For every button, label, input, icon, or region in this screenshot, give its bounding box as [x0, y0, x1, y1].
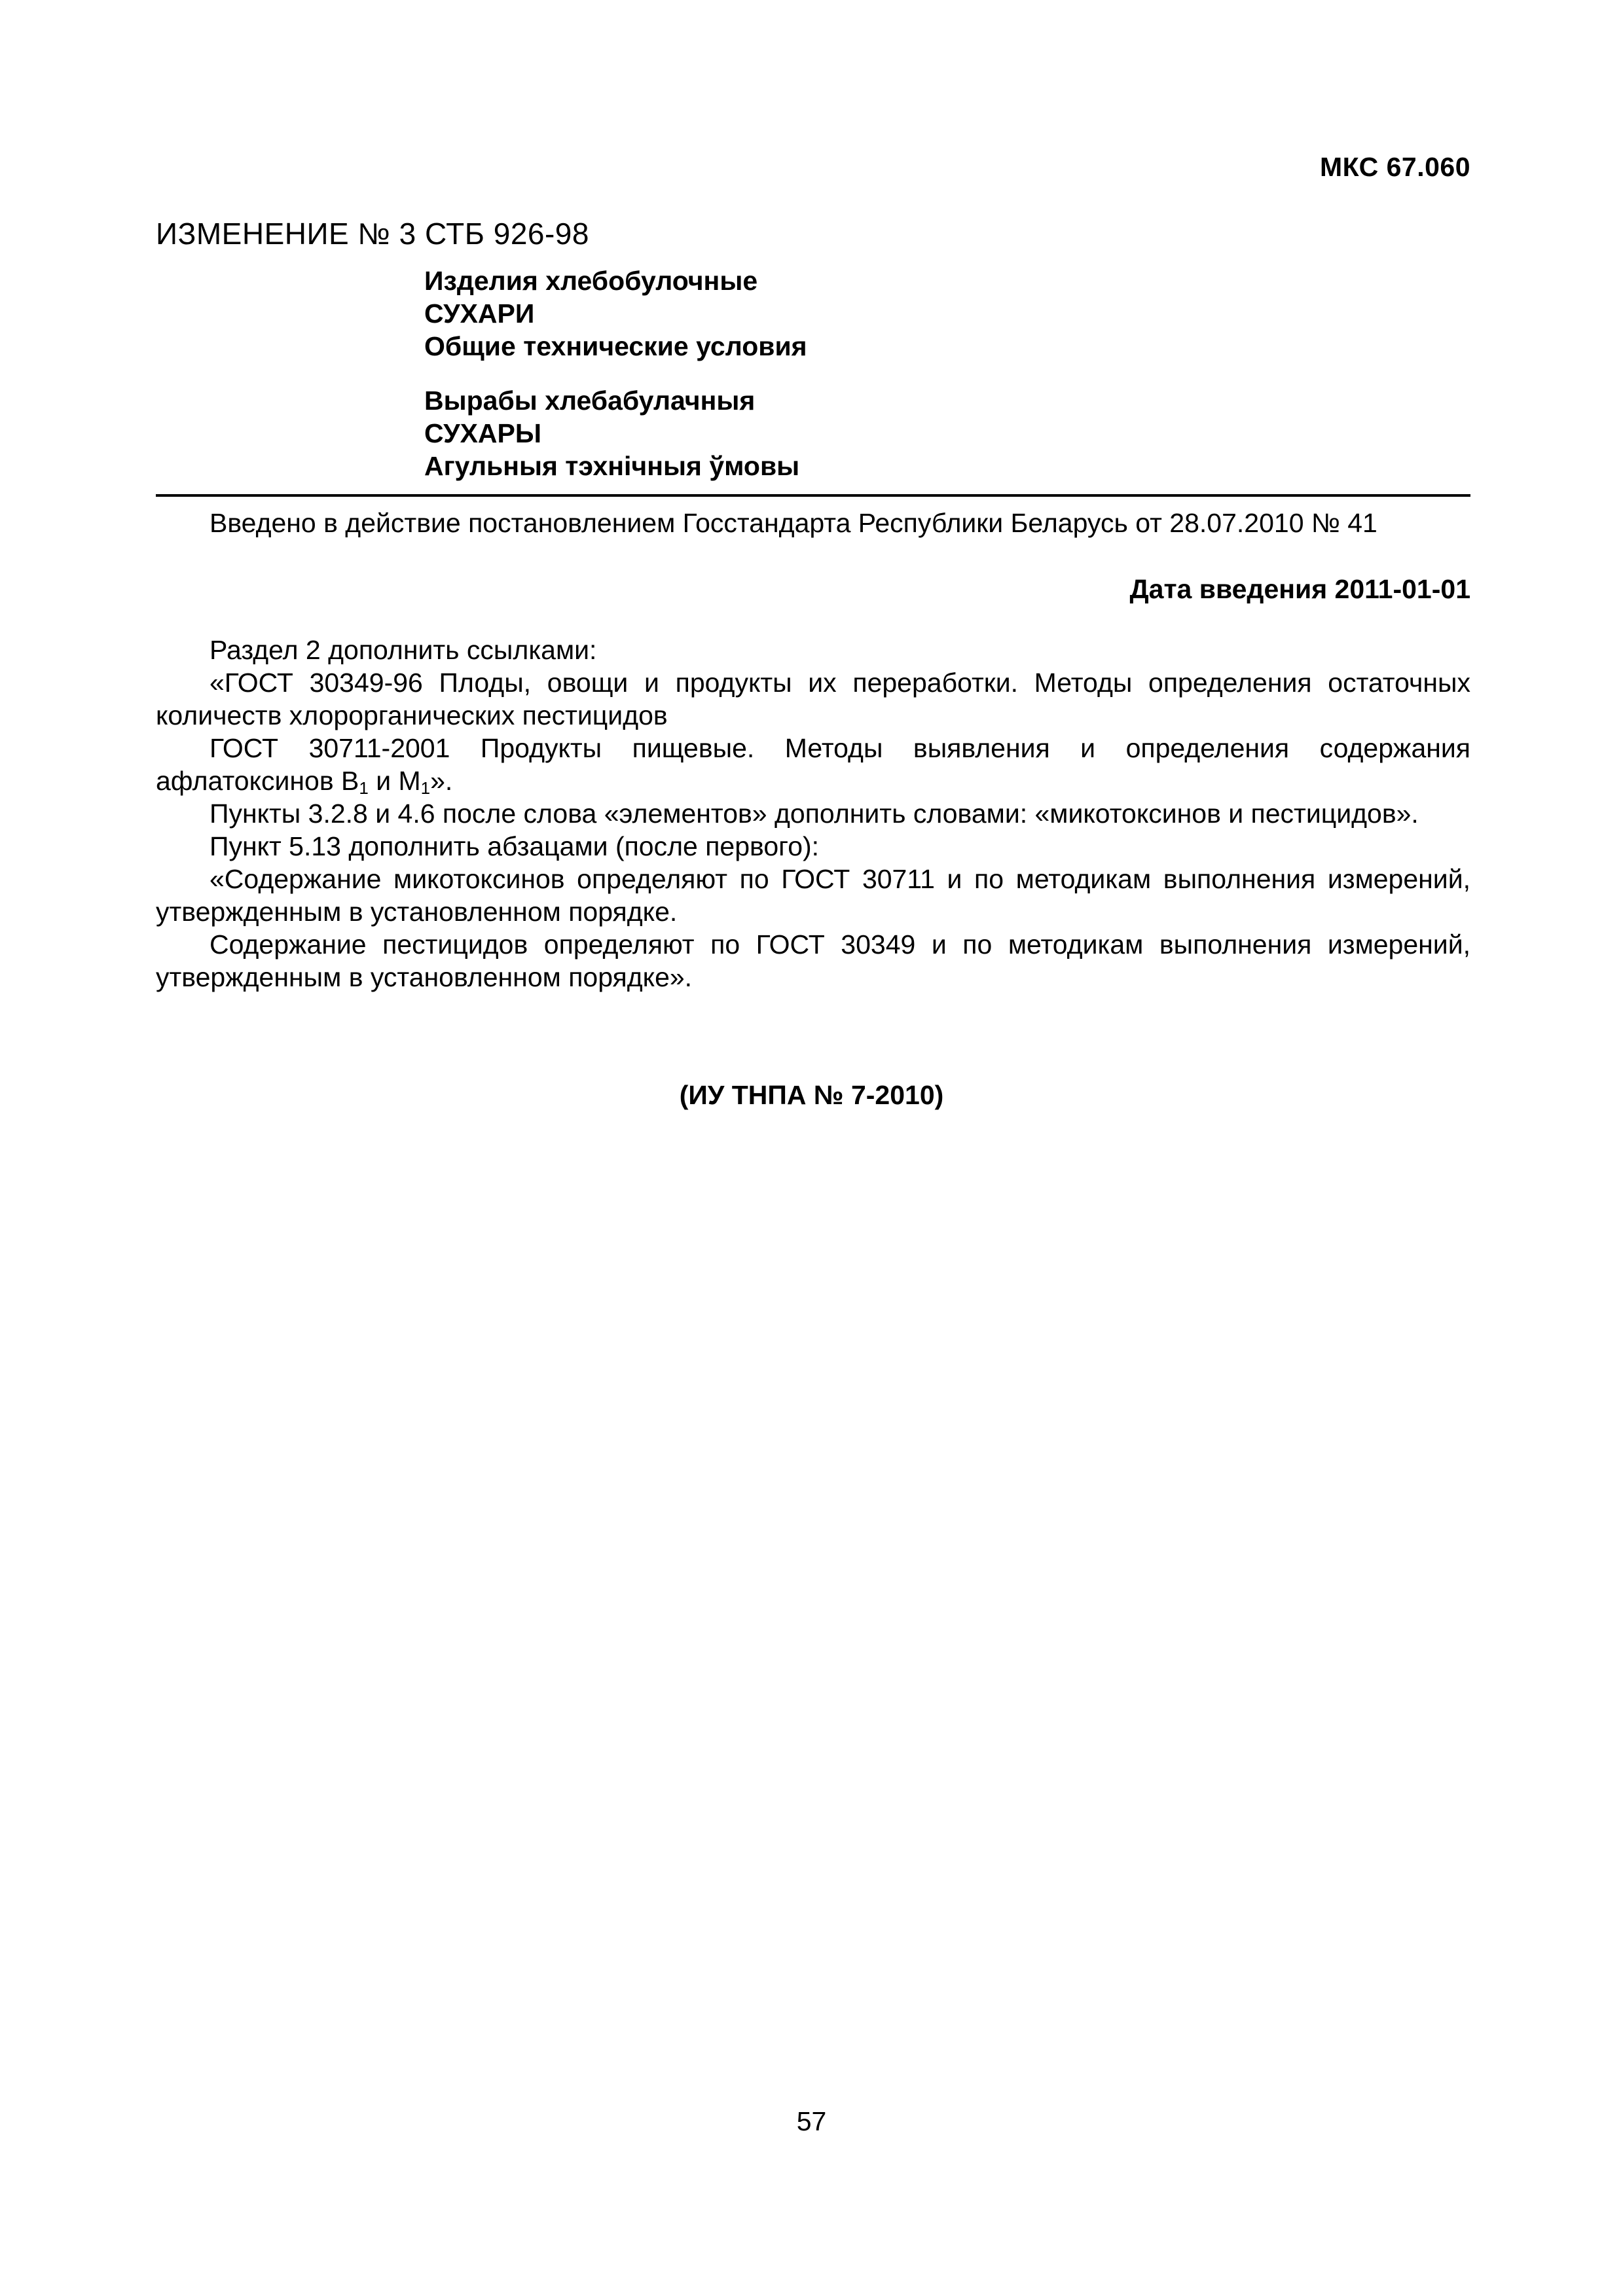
body-paragraph-3-mid: и M	[368, 766, 421, 796]
body-paragraph-2: «ГОСТ 30349-96 Плоды, овощи и продукты их переработки. Методы определения остаточных количеств хлорорганических пестицидов	[156, 668, 1470, 730]
body-paragraph-5: Пункт 5.13 дополнить абзацами (после первого):	[210, 831, 820, 861]
title-russian	[424, 264, 807, 363]
title-be-line-1: Вырабы хлебабулачныя	[424, 386, 756, 416]
horizontal-rule	[156, 494, 1470, 497]
mks-code: МКС 67.060	[1319, 152, 1470, 182]
title-belarusian	[424, 384, 799, 482]
subscript-b1: 1	[359, 778, 369, 798]
amendment-body	[156, 634, 1470, 994]
body-paragraph-1: Раздел 2 дополнить ссылками:	[210, 635, 597, 665]
title-be-line-3: Агульныя тэхнічныя ўмовы	[424, 451, 800, 481]
footer-reference: (ИУ ТНПА № 7-2010)	[679, 1080, 944, 1110]
body-paragraph-3-end: ».	[430, 766, 453, 796]
body-paragraph-3	[156, 732, 1470, 797]
enacted-statement: Введено в действие постановлением Госстандарта Республики Беларусь от 28.07.2010 № 41	[210, 508, 1377, 538]
title-ru-line-3: Общие технические условия	[424, 331, 807, 361]
body-paragraph-3-text: ГОСТ 30711-2001 Продукты пищевые. Методы выявления и определения содержания афлатоксинов B	[156, 733, 1470, 796]
title-ru-line-2: СУХАРИ	[424, 298, 535, 329]
body-paragraph-4: Пункты 3.2.8 и 4.6 после слова «элементов» дополнить словами: «микотоксинов и пестицидов».	[210, 798, 1419, 829]
title-ru-line-1: Изделия хлебобулочные	[424, 266, 758, 296]
change-title: ИЗМЕНЕНИЕ № 3 СТБ 926-98	[156, 217, 589, 251]
subscript-m1: 1	[420, 778, 431, 798]
effective-date: Дата введения 2011-01-01	[1129, 574, 1470, 604]
body-paragraph-6: «Содержание микотоксинов определяют по ГОСТ 30711 и по методикам выполнения измерений, утвержденным в установленном порядке.	[156, 864, 1470, 927]
page-number: 57	[796, 2106, 827, 2136]
title-be-line-2: СУХАРЫ	[424, 418, 542, 448]
body-paragraph-7: Содержание пестицидов определяют по ГОСТ 30349 и по методикам выполнения измерений, утвержденным в установленном порядке».	[156, 929, 1470, 992]
